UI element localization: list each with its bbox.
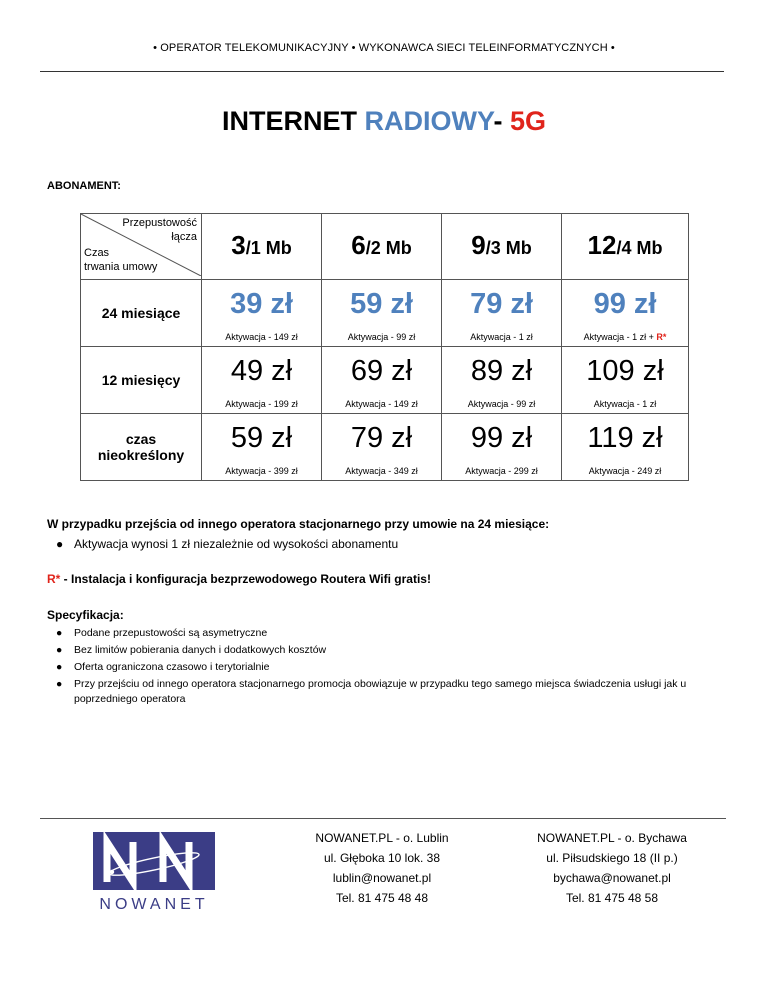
- price-cell: 59 zł Aktywacja - 399 zł: [202, 414, 322, 481]
- speed-header: 9/3 Mb: [442, 214, 562, 280]
- office-phone: Tel. 81 475 48 48: [335, 891, 429, 905]
- office-street: ul. Głęboka 10 lok. 38: [323, 851, 441, 865]
- office-name: NOWANET.PL - o. Lublin: [315, 831, 449, 845]
- corner-top-label-2: łącza: [171, 231, 197, 243]
- price-table: [80, 213, 689, 481]
- price-cell: 79 zł Aktywacja - 349 zł: [322, 414, 442, 481]
- bullet-icon: ●: [56, 627, 63, 639]
- bullet-icon: ●: [56, 661, 63, 673]
- table-row: [81, 280, 689, 347]
- spec-list: [56, 626, 714, 709]
- corner-cell: [81, 214, 202, 280]
- corner-bottom-label: Czas: [84, 247, 110, 259]
- bullet-icon: ●: [56, 537, 64, 551]
- price-cell: 119 zł Aktywacja - 249 zł: [562, 414, 689, 481]
- price-cell: 99 zł Aktywacja - 1 zł + R*: [562, 280, 689, 347]
- price-cell: 59 zł Aktywacja - 99 zł: [322, 280, 442, 347]
- list-item: ● Podane przepustowości są asymetryczne: [56, 627, 268, 639]
- spec-title: Specyfikacja:: [47, 608, 124, 622]
- price-cell: 39 zł Aktywacja - 149 zł: [202, 280, 322, 347]
- office-phone: Tel. 81 475 48 58: [565, 891, 659, 905]
- row-label-indefinite: czas nieokreślony: [81, 414, 202, 481]
- office-name: NOWANET.PL - o. Bychawa: [537, 831, 687, 845]
- office-bychawa: [512, 828, 712, 908]
- list-item: ● Przy przejściu od innego operatora stacjonarnego promocja obowiązuje w przypadku tego samego miejsca świadczenia usługi jak u poprzedniego operatora: [56, 678, 687, 705]
- row-label-12: 12 miesięcy: [81, 347, 202, 414]
- router-note: R* - Instalacja i konfiguracja bezprzewodowego Routera Wifi gratis!: [47, 572, 431, 586]
- bullet-icon: ●: [56, 644, 63, 656]
- corner-top-label: Przepustowość: [122, 217, 197, 229]
- list-item: ● Oferta ograniczona czasowo i terytorialnie: [56, 661, 270, 673]
- office-street: ul. Piłsudskiego 18 (II p.): [546, 851, 678, 865]
- speed-header: 3/1 Mb: [202, 214, 322, 280]
- page-title: INTERNET RADIOWY- 5G: [221, 106, 547, 136]
- section-label: ABONAMENT:: [47, 180, 121, 192]
- table-row: [81, 347, 689, 414]
- speed-header-row: [81, 214, 689, 280]
- header-tagline: • OPERATOR TELEKOMUNIKACYJNY • WYKONAWCA SIECI TELEINFORMATYCZNYCH •: [153, 42, 615, 54]
- nowanet-logo: [93, 832, 215, 912]
- list-item: ● Bez limitów pobierania danych i dodatkowych kosztów: [56, 644, 327, 656]
- office-email[interactable]: bychawa@nowanet.pl: [553, 871, 671, 885]
- footer-divider: [40, 818, 726, 819]
- svg-text:NOWANET: NOWANET: [99, 896, 209, 912]
- price-cell: 109 zł Aktywacja - 1 zł: [562, 347, 689, 414]
- corner-bottom-label-2: trwania umowy: [84, 261, 158, 273]
- price-cell: 49 zł Aktywacja - 199 zł: [202, 347, 322, 414]
- price-cell: 69 zł Aktywacja - 149 zł: [322, 347, 442, 414]
- transfer-note: W przypadku przejścia od innego operatora stacjonarnego przy umowie na 24 miesiące:: [47, 517, 550, 531]
- header-divider: [40, 71, 724, 72]
- row-label-24: 24 miesiące: [81, 280, 202, 347]
- office-email[interactable]: lublin@nowanet.pl: [332, 871, 432, 885]
- speed-header: 6/2 Mb: [322, 214, 442, 280]
- price-cell: 89 zł Aktywacja - 99 zł: [442, 347, 562, 414]
- bullet-icon: ●: [56, 678, 63, 690]
- office-lublin: [282, 828, 482, 908]
- price-cell: 79 zł Aktywacja - 1 zł: [442, 280, 562, 347]
- transfer-bullet: ● Aktywacja wynosi 1 zł niezależnie od wysokości abonamentu: [56, 537, 399, 551]
- table-row: [81, 414, 689, 481]
- speed-header: 12/4 Mb: [562, 214, 689, 280]
- price-cell: 99 zł Aktywacja - 299 zł: [442, 414, 562, 481]
